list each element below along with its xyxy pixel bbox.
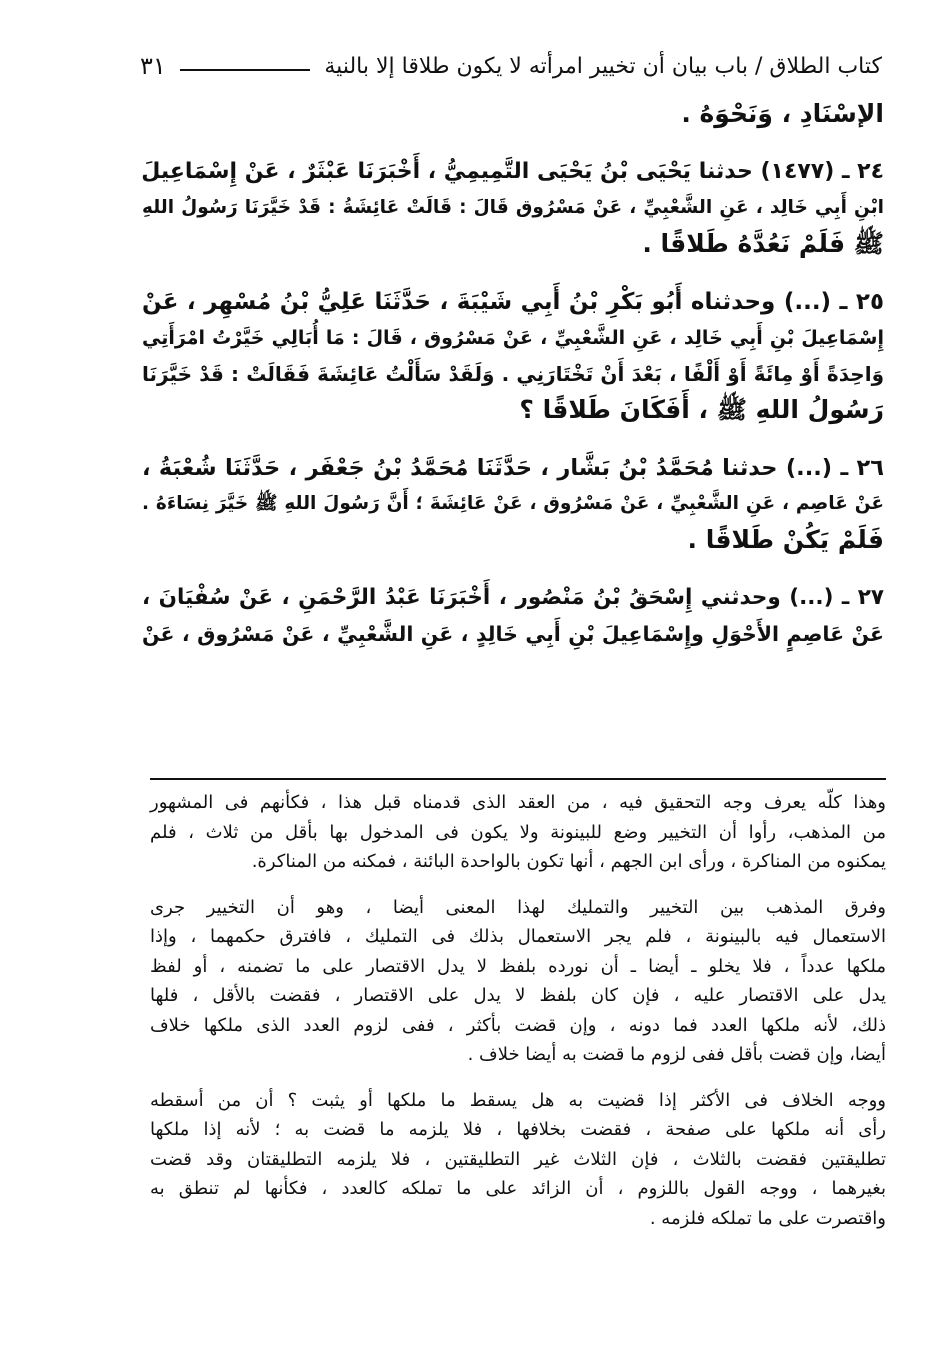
header-rule (180, 69, 311, 71)
hadith-27 (142, 580, 884, 652)
text-line: عَنْ عَاصِم ، عَنِ الشَّعْبِيِّ ، عَنْ مَسْرُوق ، عَنْ عَائِشَةَ ؛ أَنَّ رَسُولَ اللهِ ﷺ خَيَّرَ نِسَاءَهُ . (142, 493, 884, 514)
text-line: إِسْمَاعِيلَ بْنِ أَبِي خَالِد ، عَنِ الشَّعْبِيِّ ، عَنْ مَسْرُوق ، قَالَ : مَا أُبَالِي خَيَّرْتُ امْرَأَتِي (142, 327, 884, 349)
page-number: ٣١ (140, 52, 166, 80)
hadith-26 (142, 450, 884, 558)
note-line: يدل على الاقتصار عليه ، فإن كان بلفظ لا يدل على الاقتصار ، فقضت بالأقل ، فلها (150, 985, 886, 1006)
hadith-text (142, 96, 884, 652)
text-line: عَنْ عَاصِمٍ الأَحْوَلِ وإِسْمَاعِيلَ بْنِ أَبِي خَالِدٍ ، عَنِ الشَّعْبِيِّ ، عَنْ مَسْرُوق ، عَنْ (142, 622, 884, 646)
running-header (140, 46, 882, 86)
note-paragraph (150, 788, 886, 877)
text-line: وَاحِدَةً أَوْ مِائَةً أَوْ أَلْفًا ، بَعْدَ أَنْ تَخْتَارَنِي . وَلَقَدْ سَأَلْتُ عَائِشَةَ فَقَالَتْ : قَدْ خَيَّرَنَا (142, 362, 884, 386)
text-line: ٢٤ ـ (١٤٧٧) حدثنا يَحْيَى بْنُ يَحْيَى التَّمِيمِيُّ ، أَخْبَرَنَا عَبْثَرٌ ، عَنْ إِسْمَاعِيلَ (141, 159, 884, 184)
note-line: بغيرهما ، ووجه القول باللزوم ، أن الزائد على ما تملكه كالعدد ، فكأنها لم تنطق به (150, 1178, 886, 1199)
note-line: الاستعمال فيه بالبينونة ، فلم يجر الاستعمال بذلك فى التمليك ، فافترق حكمهما ، وإذا (150, 926, 886, 947)
hadith-24 (142, 154, 884, 262)
note-paragraph (150, 893, 886, 1070)
text-line: ﷺ فَلَمْ نَعُدَّهُ طَلاقًا . (642, 229, 884, 258)
hadith-25 (142, 284, 884, 428)
note-line: يمكنوه من المناكرة ، ورأى ابن الجهم ، أنها تكون بالواحدة البائنة ، فمكنه من المناكرة. (251, 851, 886, 872)
note-paragraph (150, 1086, 886, 1234)
text-line: رَسُولُ اللهِ ﷺ ، أَفَكَانَ طَلاقًا ؟ (519, 395, 884, 424)
continuation-fragment (142, 96, 884, 132)
text-line: الإسْنَادِ ، وَنَحْوَهُ . (681, 99, 884, 128)
text-line: فَلَمْ يَكُنْ طَلاقًا . (687, 525, 884, 554)
chapter-title: كتاب الطلاق / باب بيان أن تخيير امرأته لا يكون طلاقا إلا بالنية (324, 53, 882, 79)
note-line: ووجه الخلاف فى الأكثر إذا قضيت به هل يسقط ما ملكها أو يثبت ؟ أن من أسقطه (150, 1089, 886, 1111)
text-line: ٢٦ ـ (...) حدثنا مُحَمَّدُ بْنُ بَشَّار ، حَدَّثَنَا مُحَمَّدُ بْنُ جَعْفَر ، حَدَّثَنَا شُعْبَةُ ، (142, 455, 884, 481)
note-line: وهذا كلّه يعرف وجه التحقيق فيه ، من العقد الذى قدمناه قبل هذا ، فكأنهم فى المشهور (150, 792, 886, 813)
text-line: ٢٥ ـ (...) وحدثناه أَبُو بَكْرِ بْنُ أَبِي شَيْبَةَ ، حَدَّثَنَا عَلِيُّ بْنُ مُسْهِر ، عَنْ (142, 289, 884, 315)
note-line: ذلك، لأنه ملكها العدد فما دونه ، وإن قضت بأكثر ، ففى لزوم العدد الذى ملكها خلاف (150, 1014, 886, 1036)
commentary-notes (150, 788, 886, 1233)
footnote-divider (150, 778, 886, 780)
note-line: واقتصرت على ما تملكه فلزمه . (649, 1207, 886, 1229)
text-line: ابْنِ أَبِي خَالِد ، عَنِ الشَّعْبِيِّ ، عَنْ مَسْرُوق قَالَ : قَالَتْ عَائِشَةُ : قَدْ خَيَّرَنَا رَسُولُ اللهِ (142, 197, 884, 218)
text-line: ٢٧ ـ (...) وحدثني إِسْحَقُ بْنُ مَنْصُور ، أَخْبَرَنَا عَبْدُ الرَّحْمَنِ ، عَنْ سُفْيَانَ ، (142, 585, 884, 610)
note-line: تطليقتين فقضت بالثلاث ، فإن الثلاث غير التطليقتين ، فلا يلزمه التطليقتان وقد قضت (150, 1148, 886, 1170)
note-line: رأى أنه ملكها على صفحة ، فقضت بخلافها ، فلا يلزمه ما قضت به ؛ لأنه إذا ملكها (150, 1119, 886, 1140)
note-line: ملكها عدداً ، فلا يخلو ـ أيضا ـ أن نورده بلفظ لا يدل الاقتصار على ما تضمنه ، أو لفظ (150, 955, 886, 977)
note-line: أيضا، وإن قضت بأقل ففى لزوم ما قضت به أيضا خلاف . (467, 1044, 886, 1065)
note-line: من المذهب، رأوا أن التخيير وضع للبينونة ولا يكون فى المدخول بها بأقل من ثلاث ، فلم (150, 821, 886, 843)
note-line: وفرق المذهب بين التخيير والتمليك لهذا المعنى أيضا ، وهو أن التخيير جرى (150, 896, 886, 918)
